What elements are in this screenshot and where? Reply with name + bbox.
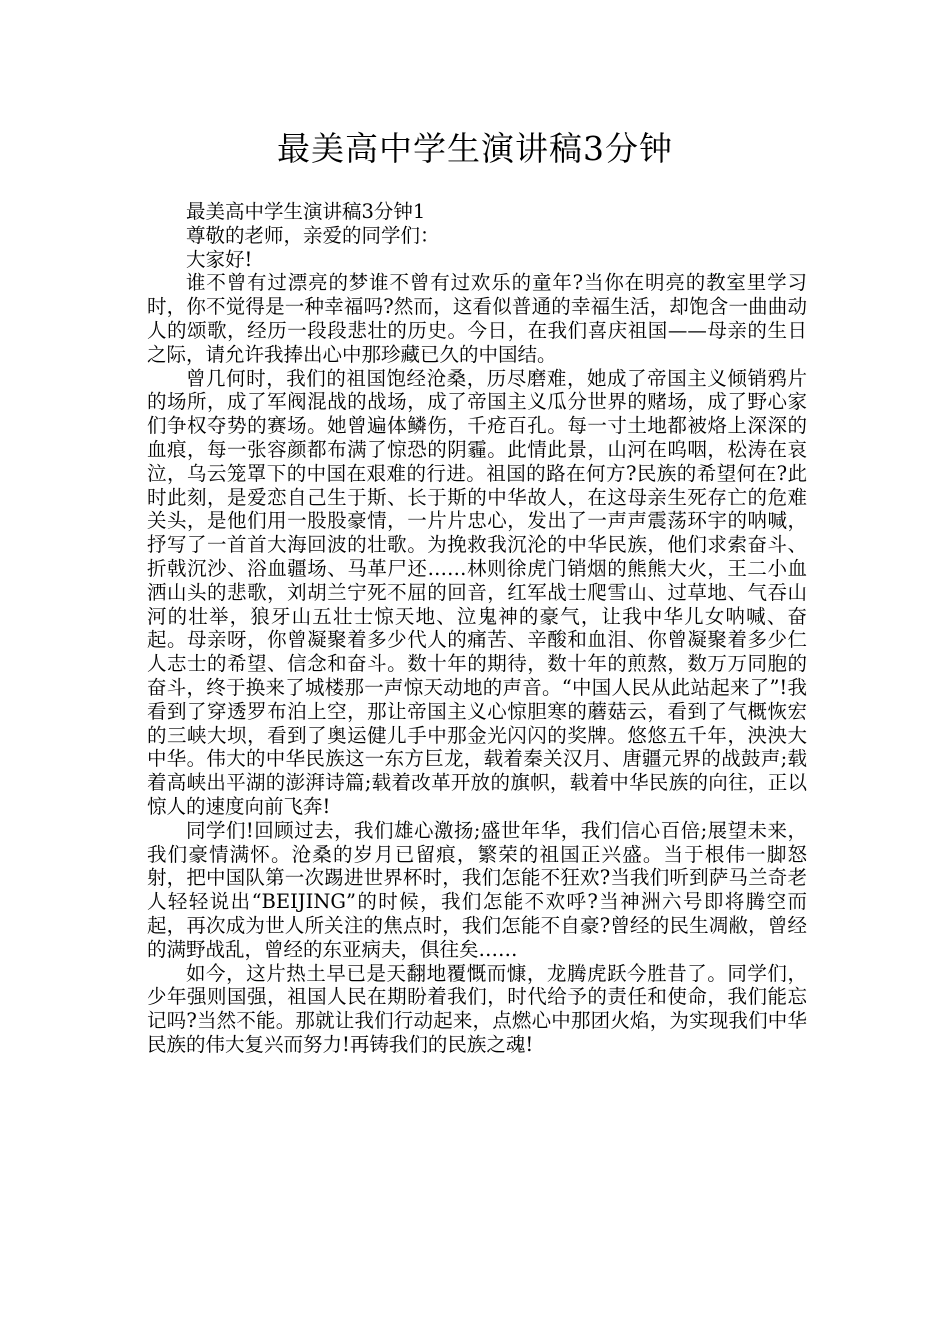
subtitle-line: 最美高中学生演讲稿3分钟1 [186, 200, 426, 223]
document-body [147, 200, 807, 1057]
paragraph: 谁不曾有过漂亮的梦谁不曾有过欢乐的童年?当你在明亮的教室里学习时，你不觉得是一种幸福吗?然而，这看似普通的幸福生活，却饱含一曲曲动人的颂歌，经历一段段悲壮的历史。今日，在我们喜庆祖国——母亲的生日之际，请允许我捧出心中那珍藏已久的中国结。 [147, 271, 807, 366]
document-title: 最美高中学生演讲稿3分钟 [277, 129, 673, 168]
paragraph: 曾几何时，我们的祖国饱经沧桑，历尽磨难，她成了帝国主义倾销鸦片的场所，成了军阀混战的战场，成了帝国主义瓜分世界的赌场，成了野心家们争权夺势的赛场。她曾遍体鳞伤，千疮百孔。每一寸土地都被烙上深深的血痕，每一张容颜都布满了惊恐的阴霾。此情此景，山河在呜咽，松涛在哀泣，乌云笼罩下的中国在艰难的行进。祖国的路在何方?民族的希望何在?此时此刻，是爱恋自己生于斯、长于斯的中华故人，在这母亲生死存亡的危难关头，是他们用一股股豪情，一片片忠心，发出了一声声震荡环宇的呐喊，抒写了一首首大海回波的壮歌。为挽救我沉沦的中华民族，他们求索奋斗、折戟沉沙、浴血疆场、马革尸还……林则徐虎门销烟的熊熊大火，王二小血洒山头的悲歌，刘胡兰宁死不屈的回音，红军战士爬雪山、过草地、气吞山河的壮举，狼牙山五壮士惊天地、泣鬼神的豪气，让我中华儿女呐喊、奋起。母亲呀，你曾凝聚着多少代人的痛苦、辛酸和血泪、你曾凝聚着多少仁人志士的希望、信念和奋斗。数十年的期待，数十年的煎熬，数万万同胞的奋斗，终于换来了城楼那一声惊天动地的声音。“中国人民从此站起来了”!我看到了穿透罗布泊上空，那让帝国主义心惊胆寒的蘑菇云，看到了气概恢宏的三峡大坝，看到了奥运健儿手中那金光闪闪的奖牌。悠悠五千年，泱泱大中华。伟大的中华民族这一东方巨龙，载着秦关汉月、唐疆元界的战鼓声;载着高峡出平湖的澎湃诗篇;载着改革开放的旗帜，载着中华民族的向往，正以惊人的速度向前飞奔! [147, 366, 807, 818]
paragraph: 同学们!回顾过去，我们雄心激扬;盛世年华，我们信心百倍;展望未来，我们豪情满怀。沧桑的岁月已留痕，繁荣的祖国正兴盛。当于根伟一脚怒射，把中国队第一次踢进世界杯时，我们怎能不狂欢?当我们听到萨马兰奇老人轻轻说出“BEIJING”的时候，我们怎能不欢呼?当神洲六号即将腾空而起，再次成为世人所关注的焦点时，我们怎能不自豪?曾经的民生凋敝，曾经的满野战乱，曾经的东亚病夫，俱往矣…… [147, 818, 807, 961]
salutation-line: 尊敬的老师，亲爱的同学们： [186, 223, 440, 247]
paragraph: 如今，这片热土早已是天翻地覆慨而慷，龙腾虎跃今胜昔了。同学们，少年强则国强，祖国人民在期盼着我们，时代给予的责任和使命，我们能忘记吗?当然不能。那就让我们行动起来，点燃心中那团火焰，为实现我们中华民族的伟大复兴而努力!再铸我们的民族之魂! [147, 961, 807, 1056]
greeting-line: 大家好! [186, 247, 253, 271]
